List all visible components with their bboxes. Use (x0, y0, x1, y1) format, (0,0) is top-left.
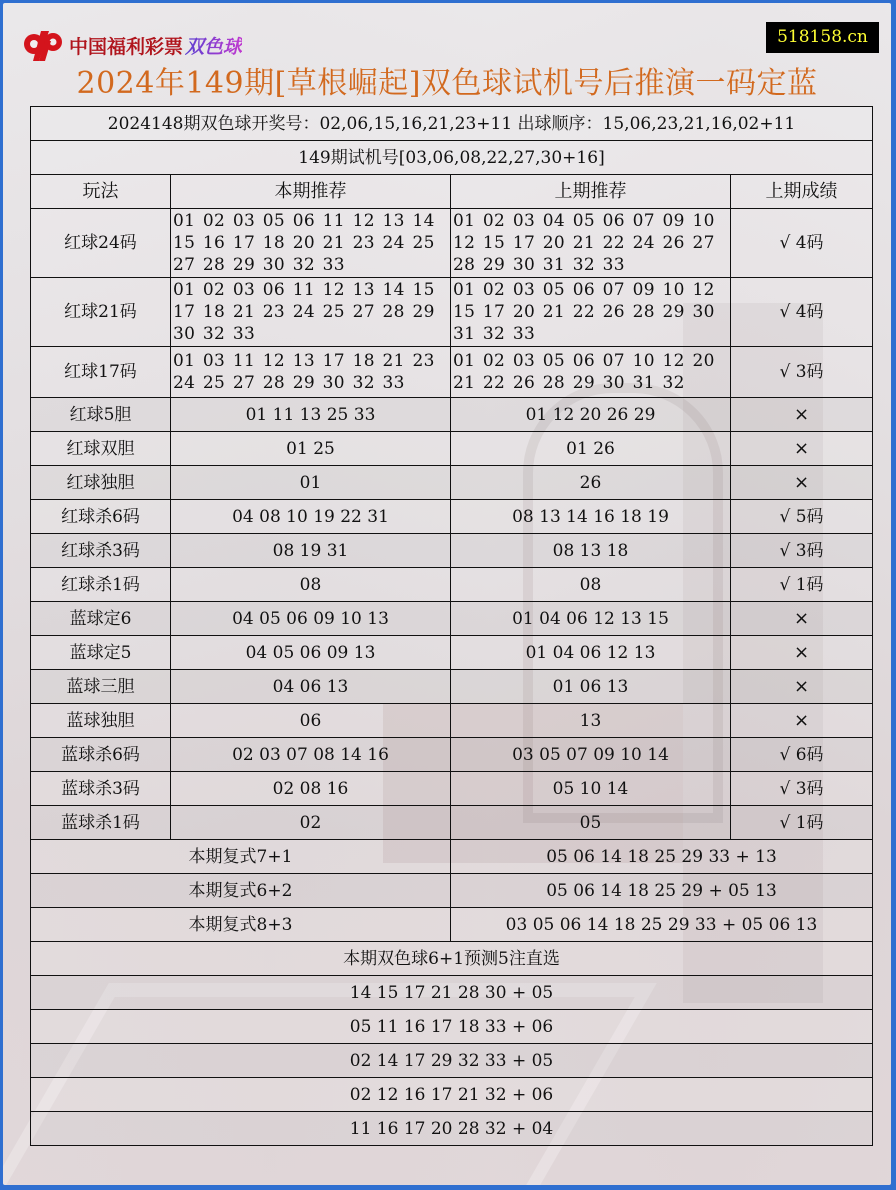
play-label: 蓝球杀3码 (31, 772, 171, 806)
column-header-previous: 上期推荐 (451, 175, 731, 209)
previous-numbers: 08 13 18 (451, 534, 731, 568)
current-numbers: 02 08 16 (171, 772, 451, 806)
pick-numbers: 02 14 17 29 32 33 + 05 (31, 1044, 873, 1078)
previous-result: √ 1码 (731, 568, 873, 602)
logo-text: 中国福利彩票 (69, 35, 184, 58)
table-row (31, 602, 873, 636)
play-label: 红球独胆 (31, 466, 171, 500)
table-row (31, 670, 873, 704)
play-label: 红球5胆 (31, 398, 171, 432)
table-row (31, 500, 873, 534)
previous-numbers: 08 13 14 16 18 19 (451, 500, 731, 534)
previous-numbers: 08 (451, 568, 731, 602)
play-label: 红球杀1码 (31, 568, 171, 602)
header (3, 3, 891, 107)
previous-result: × (731, 398, 873, 432)
play-label: 蓝球三胆 (31, 670, 171, 704)
picks-title: 本期双色球6+1预测5注直选 (31, 942, 873, 976)
column-header-play: 玩法 (31, 175, 171, 209)
current-numbers: 08 (171, 568, 451, 602)
table-row (31, 738, 873, 772)
current-numbers: 01 11 13 25 33 (171, 398, 451, 432)
previous-result: √ 6码 (731, 738, 873, 772)
pick-row (31, 1112, 873, 1146)
current-numbers: 04 05 06 09 10 13 (171, 602, 451, 636)
trial-number: 149期试机号[03,06,08,22,27,30+16] (31, 141, 873, 175)
play-label: 蓝球定5 (31, 636, 171, 670)
previous-numbers: 03 05 07 09 10 14 (451, 738, 731, 772)
multiple-value: 05 06 14 18 25 29 + 05 13 (451, 874, 873, 908)
previous-numbers: 01 02 03 05 06 07 10 12 20 21 22 26 28 29 30 31 32 (451, 347, 731, 398)
play-label: 蓝球杀6码 (31, 738, 171, 772)
previous-result: × (731, 704, 873, 738)
multiple-value: 03 05 06 14 18 25 29 33 + 05 06 13 (451, 908, 873, 942)
play-label: 红球21码 (31, 278, 171, 347)
play-label: 蓝球定6 (31, 602, 171, 636)
multiple-value: 05 06 14 18 25 29 33 + 13 (451, 840, 873, 874)
previous-numbers: 01 02 03 05 06 07 09 10 12 15 17 20 21 22 26 28 29 30 31 32 33 (451, 278, 731, 347)
current-numbers: 01 25 (171, 432, 451, 466)
previous-numbers: 01 12 20 26 29 (451, 398, 731, 432)
draw-info-row (31, 107, 873, 141)
welfare-lottery-logo-icon (21, 27, 65, 63)
table-row (31, 704, 873, 738)
play-label: 红球24码 (31, 209, 171, 278)
lottery-logo (21, 27, 242, 63)
current-numbers: 01 03 11 12 13 17 18 21 23 24 25 27 28 29 30 32 33 (171, 347, 451, 398)
table-row (31, 347, 873, 398)
pick-row (31, 1078, 873, 1112)
current-numbers: 04 05 06 09 13 (171, 636, 451, 670)
previous-result: × (731, 602, 873, 636)
table-row (31, 398, 873, 432)
trial-number-row (31, 141, 873, 175)
previous-result: × (731, 432, 873, 466)
current-numbers: 06 (171, 704, 451, 738)
pick-row (31, 1010, 873, 1044)
previous-result: × (731, 466, 873, 500)
column-header-row (31, 175, 873, 209)
previous-numbers: 13 (451, 704, 731, 738)
play-label: 蓝球独胆 (31, 704, 171, 738)
previous-result: √ 3码 (731, 347, 873, 398)
previous-result: √ 1码 (731, 806, 873, 840)
page-title: 2024年149期[草根崛起]双色球试机号后推演一码定蓝 (76, 66, 818, 101)
play-label: 蓝球杀1码 (31, 806, 171, 840)
previous-result: × (731, 636, 873, 670)
table-row (31, 534, 873, 568)
previous-result: √ 4码 (731, 209, 873, 278)
current-numbers: 04 06 13 (171, 670, 451, 704)
play-label: 红球杀3码 (31, 534, 171, 568)
multiple-label: 本期复式6+2 (31, 874, 451, 908)
previous-numbers: 01 06 13 (451, 670, 731, 704)
previous-numbers: 01 02 03 04 05 06 07 09 10 12 15 17 20 21 22 24 26 27 28 29 30 31 32 33 (451, 209, 731, 278)
pick-numbers: 05 11 16 17 18 33 + 06 (31, 1010, 873, 1044)
pick-numbers: 14 15 17 21 28 30 + 05 (31, 976, 873, 1010)
pick-row (31, 976, 873, 1010)
column-header-result: 上期成绩 (731, 175, 873, 209)
previous-result: × (731, 670, 873, 704)
prediction-table (30, 106, 873, 1146)
current-numbers: 02 (171, 806, 451, 840)
multiple-row (31, 840, 873, 874)
previous-numbers: 05 (451, 806, 731, 840)
previous-numbers: 01 04 06 12 13 15 (451, 602, 731, 636)
pick-numbers: 02 12 16 17 21 32 + 06 (31, 1078, 873, 1112)
table-row (31, 636, 873, 670)
previous-result: √ 5码 (731, 500, 873, 534)
table-row (31, 209, 873, 278)
picks-title-row (31, 942, 873, 976)
pick-numbers: 11 16 17 20 28 32 + 04 (31, 1112, 873, 1146)
table-row (31, 772, 873, 806)
table-row (31, 568, 873, 602)
previous-numbers: 01 26 (451, 432, 731, 466)
current-numbers: 08 19 31 (171, 534, 451, 568)
site-badge[interactable]: 518158.cn (766, 22, 879, 53)
table-row (31, 432, 873, 466)
current-numbers: 04 08 10 19 22 31 (171, 500, 451, 534)
multiple-label: 本期复式7+1 (31, 840, 451, 874)
current-numbers: 01 02 03 05 06 11 12 13 14 15 16 17 18 20 21 23 24 25 27 28 29 30 32 33 (171, 209, 451, 278)
multiple-row (31, 908, 873, 942)
pick-row (31, 1044, 873, 1078)
table-row (31, 806, 873, 840)
previous-numbers: 05 10 14 (451, 772, 731, 806)
play-label: 红球杀6码 (31, 500, 171, 534)
previous-numbers: 26 (451, 466, 731, 500)
previous-result: √ 4码 (731, 278, 873, 347)
table-row (31, 278, 873, 347)
current-numbers: 02 03 07 08 14 16 (171, 738, 451, 772)
current-numbers: 01 (171, 466, 451, 500)
multiple-label: 本期复式8+3 (31, 908, 451, 942)
play-label: 红球17码 (31, 347, 171, 398)
draw-info: 2024148期双色球开奖号：02,06,15,16,21,23+11 出球顺序：15,06,23,21,16,02+11 (31, 107, 873, 141)
column-header-current: 本期推荐 (171, 175, 451, 209)
table-row (31, 466, 873, 500)
current-numbers: 01 02 03 06 11 12 13 14 15 17 18 21 23 24 25 27 28 29 30 32 33 (171, 278, 451, 347)
logo-game-name: 双色球 (185, 32, 242, 59)
multiple-row (31, 874, 873, 908)
previous-numbers: 01 04 06 12 13 (451, 636, 731, 670)
previous-result: √ 3码 (731, 772, 873, 806)
play-label: 红球双胆 (31, 432, 171, 466)
page-frame (3, 3, 891, 1185)
previous-result: √ 3码 (731, 534, 873, 568)
